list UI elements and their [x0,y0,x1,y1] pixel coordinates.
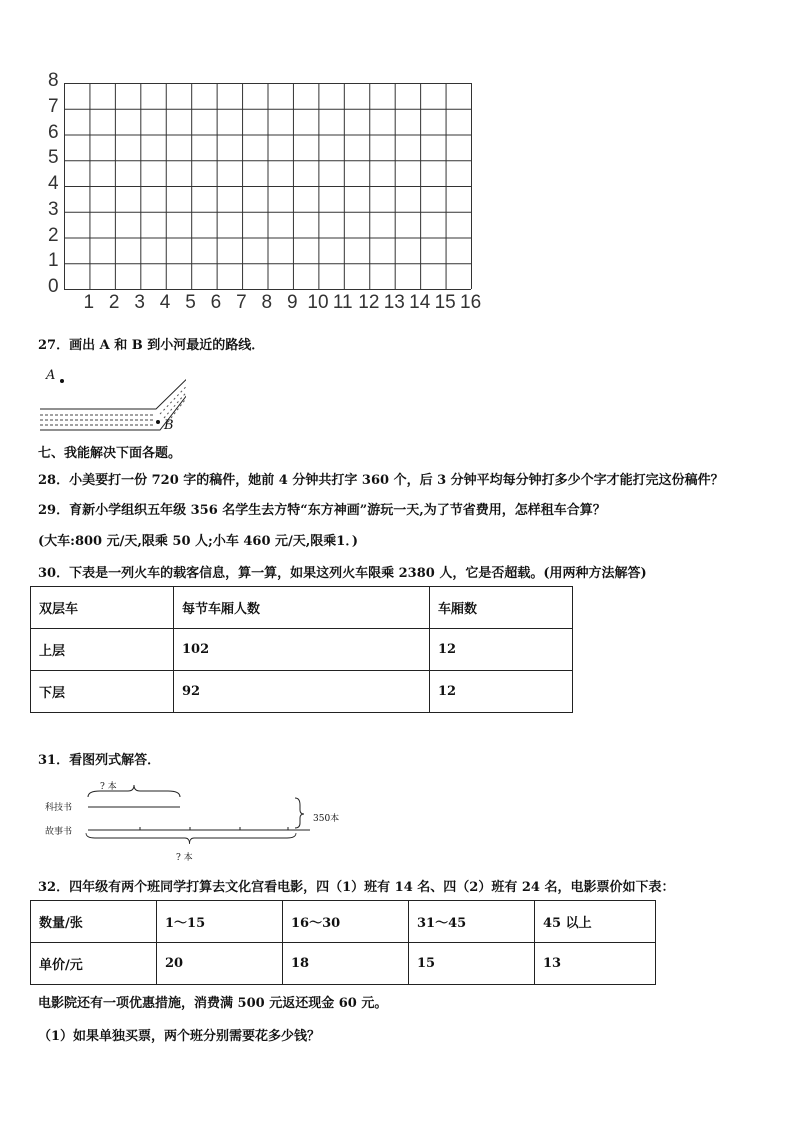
question-32-note: 电影院还有一项优惠措施，消费满 500 元返还现金 60 元。 [38,996,388,1011]
table-cell: 92 [174,671,430,713]
story-books-label: 故事书 [45,827,73,837]
section-7-heading: 七、我能解决下面各题。 [38,446,182,461]
y-tick-label: 3 [48,198,59,220]
table-cell: 45 以上 [535,901,656,943]
coordinate-grid [64,83,472,291]
point-b-label: B [164,418,174,433]
x-tick-label: 2 [108,292,120,313]
header-cell: 每节车厢人数 [174,587,430,629]
table-cell: 16～30 [283,901,409,943]
table-cell: 1～15 [157,901,283,943]
question-31: 31．看图列式解答． [38,753,161,768]
table-cell: 102 [174,629,430,671]
y-tick-label: 5 [48,147,59,169]
table-cell: 上层 [31,629,174,671]
x-tick-label: 14 [409,292,431,313]
question-28: 28．小美要打一份 720 字的稿件，她前 4 分钟共打字 360 个，后 3 分钟平均每分钟打多少个字才能打完这份稿件？ [38,473,724,488]
question-32-part-1: （1）如果单独买票，两个班分别需要花多少钱？ [38,1029,321,1044]
y-tick-label: 1 [48,250,59,272]
table-cell: 15 [409,943,535,985]
table-cell: 12 [430,671,573,713]
bar-diagram [80,785,310,865]
table-cell: 18 [283,943,409,985]
x-tick-label: 15 [434,292,456,313]
science-books-label: 科技书 [45,803,73,813]
table-cell: 单价/元 [31,943,157,985]
story-books-question: ? 本 [176,853,193,863]
question-32: 32．四年级有两个班同学打算去文化宫看电影，四（1）班有 14 名、四（2）班有 24 名，电影票价如下表： [38,880,675,895]
x-tick-label: 6 [210,292,222,313]
table-cell: 20 [157,943,283,985]
x-tick-label: 4 [159,292,171,313]
x-tick-label: 8 [261,292,273,313]
x-tick-label: 11 [332,292,353,313]
x-tick-label: 13 [383,292,405,313]
x-tick-label: 10 [307,292,329,313]
table-cell: 数量/张 [31,901,157,943]
table-cell: 下层 [31,671,174,713]
table-cell: 13 [535,943,656,985]
y-tick-label: 4 [48,173,59,194]
y-tick-label: 2 [48,224,59,246]
header-cell: 车厢数 [430,587,573,629]
table-cell: 12 [430,629,573,671]
question-27: 27．画出 A 和 B 到小河最近的路线． [38,338,265,353]
header-cell: 双层车 [31,587,174,629]
y-tick-label: 6 [48,121,59,143]
point-a-label: A [46,368,56,383]
y-tick-label: 8 [48,70,59,91]
x-tick-label: 1 [83,292,95,313]
x-tick-label: 3 [134,292,145,313]
x-tick-label: 12 [358,292,380,313]
train-table [30,586,573,713]
y-tick-label: 7 [48,95,59,117]
total-label: 350本 [313,814,340,824]
table-cell: 31～45 [409,901,535,943]
x-tick-label: 16 [460,292,482,313]
question-30: 30．下表是一列火车的载客信息，算一算，如果这列火车限乘 2380 人，它是否超载。(用两种方法解答) [38,566,647,581]
question-29-note: (大车:800 元/天,限乘 50 人;小车 460 元/天,限乘1．) [38,534,358,549]
ticket-price-table [30,900,656,985]
y-tick-label: 0 [48,276,59,297]
x-tick-label: 5 [185,292,196,313]
x-tick-label: 7 [236,292,247,313]
x-tick-label: 9 [286,292,298,313]
science-books-question: ? 本 [100,782,117,792]
question-29: 29．育新小学组织五年级 356 名学生去方特“东方神画”游玩一天,为了节省费用，怎样租车合算？ [38,503,606,518]
